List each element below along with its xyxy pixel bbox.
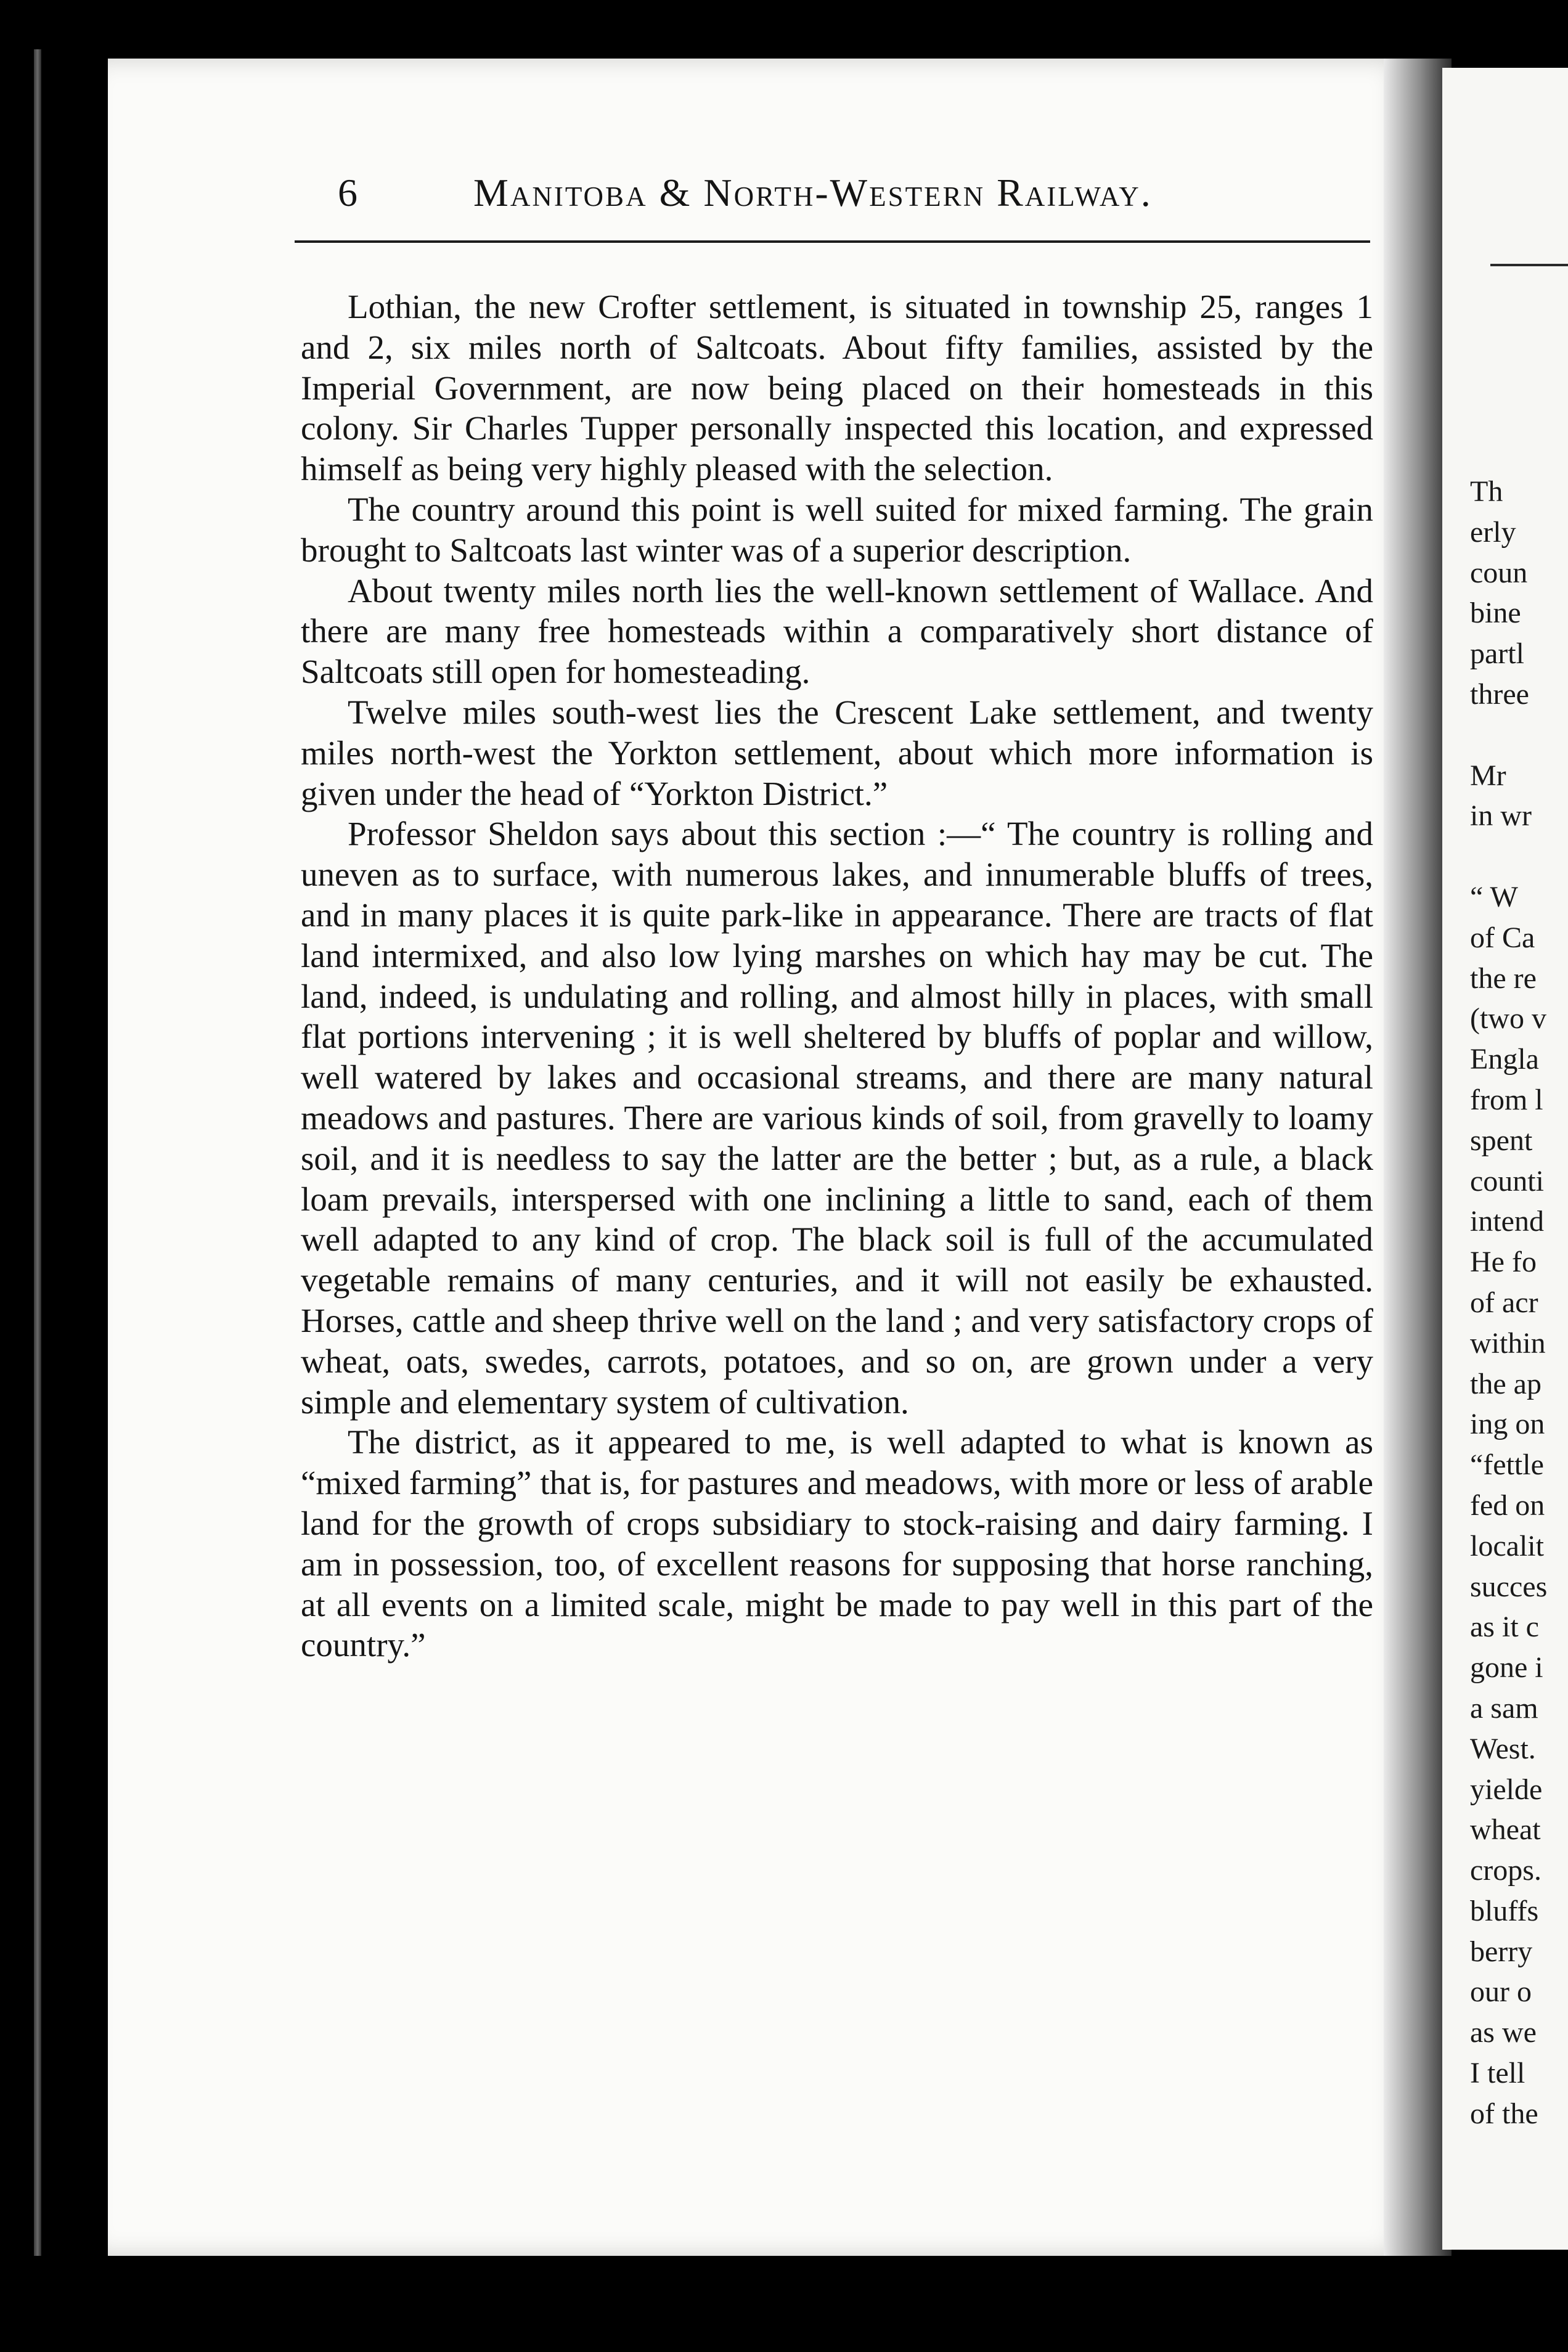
facing-page-line: a sam [1470, 1691, 1538, 1725]
facing-page-line: coun [1470, 556, 1528, 589]
facing-page-line: West. [1470, 1732, 1536, 1765]
facing-page-line: within [1470, 1326, 1546, 1360]
facing-page-line: bluffs [1470, 1894, 1539, 1927]
facing-page-line: crops. [1470, 1854, 1541, 1887]
facing-page-line: as we [1470, 2016, 1537, 2049]
header-rule [295, 240, 1370, 243]
paragraph: Twelve miles south-west lies the Crescent Lake settlement, and twenty miles north-west the Yorkton settlement, about which more information is given under the head of “Yorkton District.” [301, 693, 1373, 812]
facing-page-line: Mr [1470, 759, 1506, 792]
facing-page-line: of acr [1470, 1286, 1538, 1319]
facing-page-text [1470, 472, 1568, 2134]
paragraph: Professor Sheldon says about this section :—“ The country is rolling and uneven as to surface, with numerous lakes, and innumerable bluffs of trees, and in many places it is quite park-like in appearance. There are tracts of flat land intermixed, and also low lying marshes on which hay may be cut. The land, indeed, is undulating and rolling, and almost hilly in places, with small flat portions intervening ; it is well sheltered by bluffs of poplar and willow, well watered by lakes and occasional streams, and there are many natural meadows and pastures. There are various kinds of soil, from gravelly to loamy soil, and it is needless to say the latter are the better ; but, as a rule, a black loam prevails, interspersed with one inclining a little to sand, each of them well adapted to any kind of crop. The black soil is full of the accumulated vegetable remains of many centuries, and it will not easily be exhausted. Horses, cattle and sheep thrive well on the land ; and very satisfactory crops of wheat, oats, swedes, carrots, potatoes, and so on, are grown under a very simple and elementary system of cultivation. [301, 815, 1373, 1421]
facing-page-line: intend [1470, 1205, 1544, 1238]
facing-page-line: in wr [1470, 799, 1532, 833]
left-page-edge [34, 49, 41, 2256]
facing-page-line [1470, 715, 1568, 756]
paragraph: About twenty miles north lies the well-known settlement of Wallace. And there are many free homesteads within a comparatively short distance of Saltcoats still open for homesteading. [301, 571, 1373, 691]
facing-page-line: gone i [1470, 1651, 1543, 1684]
facing-page-rule [1490, 264, 1568, 266]
facing-page-line: the re [1470, 962, 1537, 995]
body-text [301, 287, 1373, 1665]
facing-page-line: partl [1470, 637, 1524, 671]
facing-page-line: ing on [1470, 1408, 1545, 1441]
running-title: Manitoba & North-Western Railway. [473, 171, 1153, 214]
facing-page-line: erly [1470, 515, 1516, 549]
facing-page-line: (two v [1470, 1002, 1546, 1035]
paragraph: The district, as it appeared to me, is well adapted to what is known as “mixed farming” that is, for pastures and meadows, with more or less of arable land for the growth of crops subsidiary to stock-raising and dairy farming. I am in possession, too, of excellent reasons for supposing that horse ranching, at all events on a limited scale, might be made to pay well in this part of the country.” [301, 1423, 1373, 1664]
facing-page-line: of the [1470, 2097, 1538, 2130]
facing-page-line: bine [1470, 597, 1521, 630]
facing-page-line: I tell [1470, 2057, 1525, 2090]
facing-page-line: succes [1470, 1570, 1548, 1603]
facing-page-line: our o [1470, 1975, 1532, 2009]
paragraph: The country around this point is well suited for mixed farming. The grain brought to Saltcoats last winter was of a superior description. [301, 490, 1373, 569]
facing-page-line: yielde [1470, 1773, 1543, 1806]
facing-page-line [1470, 836, 1568, 877]
facing-page-line: “ W [1470, 880, 1518, 913]
facing-page-line: berry [1470, 1935, 1533, 1968]
facing-page-line: the ap [1470, 1367, 1541, 1400]
page-number: 6 [338, 171, 359, 214]
facing-page-line: as it c [1470, 1611, 1539, 1644]
facing-page-line: three [1470, 677, 1529, 711]
facing-page-line: He fo [1470, 1246, 1537, 1279]
facing-page-line: of Ca [1470, 921, 1535, 954]
facing-page-line: spent [1470, 1124, 1533, 1157]
running-header [338, 165, 1222, 221]
facing-page-line: counti [1470, 1164, 1544, 1198]
facing-page-line: “fettle [1470, 1448, 1544, 1482]
facing-page-line: fed on [1470, 1488, 1545, 1522]
facing-page-line: localit [1470, 1529, 1544, 1562]
facing-page-line: Th [1470, 475, 1503, 508]
facing-page-line: from l [1470, 1083, 1543, 1116]
book-gutter [1384, 59, 1452, 2256]
facing-page-line: Engla [1470, 1043, 1539, 1076]
facing-page-line: wheat [1470, 1813, 1541, 1847]
paragraph: Lothian, the new Crofter settlement, is situated in township 25, ranges 1 and 2, six miles north of Saltcoats. About fifty families, assisted by the Imperial Government, are now being placed on their homesteads in this colony. Sir Charles Tupper personally inspected this location, and expressed himself as being very highly pleased with the selection. [301, 288, 1373, 488]
